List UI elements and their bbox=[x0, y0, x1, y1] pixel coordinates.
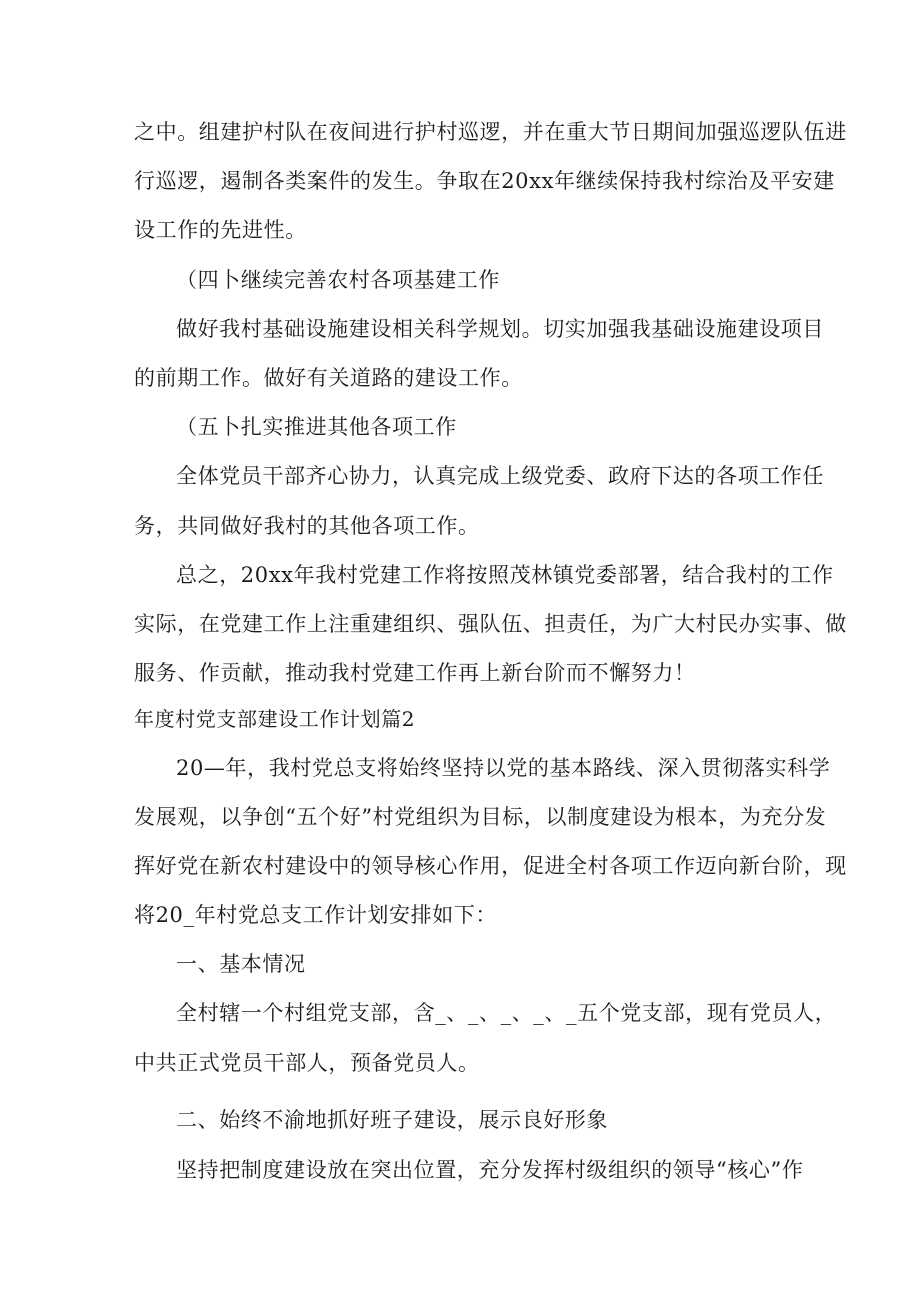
body-text-line: 中共正式党员干部人，预备党员人。 bbox=[134, 1051, 480, 1075]
document-title: 年度村党支部建设工作计划篇2 bbox=[134, 707, 416, 731]
body-text-line: 务，共同做好我村的其他各项工作。 bbox=[134, 514, 480, 538]
body-text-line: 之中。组建护村队在夜间进行护村巡逻，并在重大节日期间加强巡逻队伍进 bbox=[134, 120, 847, 144]
body-text-line: 的前期工作。做好有关道路的建设工作。 bbox=[134, 366, 523, 390]
section-heading: （五卜扎实推进其他各项工作 bbox=[176, 415, 457, 439]
body-text-line: 20—年，我村党总支将始终坚持以党的基本路线、深入贯彻落实科学 bbox=[176, 756, 831, 780]
body-text-line: 全村辖一个村组党支部，含_、_、_、_、_五个党支部，现有党员人， bbox=[176, 1001, 837, 1025]
body-text-line: 总之，20xx年我村党建工作将按照茂林镇党委部署，结合我村的工作 bbox=[176, 563, 834, 587]
body-text-line: 行巡逻，遏制各类案件的发生。争取在20xx年继续保持我村综治及平安建 bbox=[134, 169, 835, 193]
body-text-line: 发展观，以争创“五个好”村党组织为目标，以制度建设为根本，为充分发 bbox=[134, 805, 827, 829]
body-text-line: 实际，在党建工作上注重建组织、强队伍、担责任，为广大村民办实事、做 bbox=[134, 612, 847, 636]
section-heading: （四卜继续完善农村各项基建工作 bbox=[176, 268, 500, 292]
section-heading: 一、基本情况 bbox=[176, 952, 306, 976]
body-text-line: 全体党员干部齐心协力，认真完成上级党委、政府下达的各项工作任 bbox=[176, 464, 824, 488]
body-text-line: 将20_年村党总支工作计划安排如下： bbox=[134, 903, 498, 927]
section-heading: 二、始终不渝地抓好班子建设，展示良好形象 bbox=[176, 1108, 608, 1132]
body-text-line: 坚持把制度建设放在突出位置，充分发挥村级组织的领导“核心”作 bbox=[176, 1158, 804, 1182]
body-text-line: 服务、作贡献，推动我村党建工作再上新台阶而不懈努力！ bbox=[134, 661, 696, 685]
body-text-line: 做好我村基础设施建设相关科学规划。切实加强我基础设施建设项目 bbox=[176, 317, 824, 341]
body-text-line: 设工作的先进性。 bbox=[134, 218, 307, 242]
body-text-line: 挥好党在新农村建设中的领导核心作用，促进全村各项工作迈向新台阶，现 bbox=[134, 854, 847, 878]
